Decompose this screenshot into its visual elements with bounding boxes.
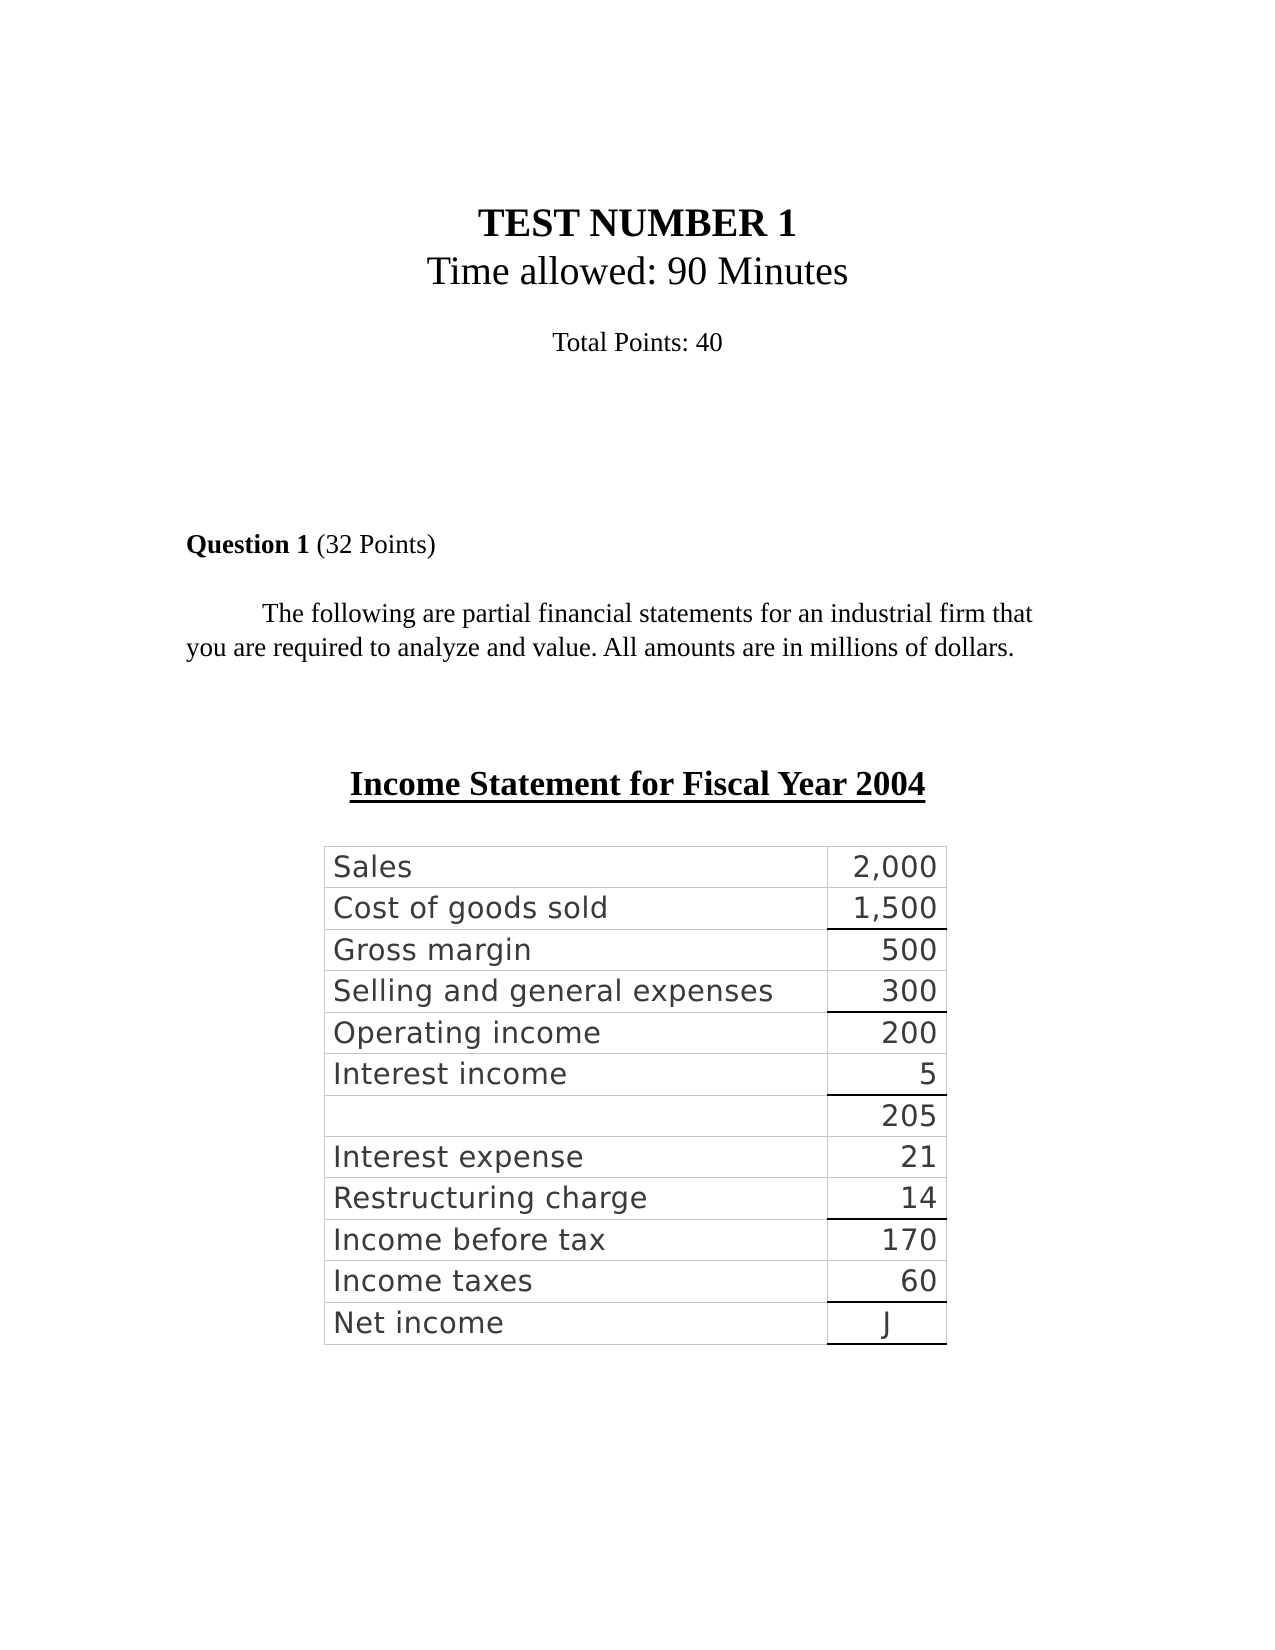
table-row bbox=[325, 1178, 947, 1220]
table-row bbox=[325, 1219, 947, 1261]
net-income-value: J bbox=[882, 1306, 892, 1340]
row-label: Gross margin bbox=[325, 929, 828, 971]
row-value: 14 bbox=[828, 1178, 947, 1220]
row-value: 21 bbox=[828, 1137, 947, 1178]
row-label: Income taxes bbox=[325, 1261, 828, 1303]
row-label: Selling and general expenses bbox=[325, 971, 828, 1013]
row-value: 500 bbox=[828, 929, 947, 971]
row-label: Income before tax bbox=[325, 1219, 828, 1261]
table-row bbox=[325, 1095, 947, 1137]
time-allowed: Time allowed: 90 Minutes bbox=[426, 248, 849, 293]
question-heading bbox=[186, 528, 436, 560]
table-row bbox=[325, 1137, 947, 1178]
total-points: Total Points: 40 bbox=[552, 327, 723, 357]
row-value: 2,000 bbox=[828, 847, 947, 888]
row-label: Sales bbox=[325, 847, 828, 888]
row-label: Cost of goods sold bbox=[325, 888, 828, 930]
table-row bbox=[325, 1054, 947, 1096]
table-row bbox=[325, 888, 947, 930]
table-row bbox=[325, 1012, 947, 1054]
row-value: 1,500 bbox=[828, 888, 947, 930]
row-label: Net income bbox=[325, 1302, 828, 1344]
question-label: Question 1 bbox=[186, 529, 310, 559]
row-value bbox=[828, 1302, 947, 1344]
statement-title: Income Statement for Fiscal Year 2004 bbox=[349, 764, 926, 803]
table-row bbox=[325, 1261, 947, 1303]
intro-paragraph: The following are partial financial statements for an industrial firm that you are required to analyze and value. All amounts are in millions of dollars. bbox=[186, 598, 1033, 662]
test-title: TEST NUMBER 1 bbox=[477, 200, 798, 245]
row-label: Interest expense bbox=[325, 1137, 828, 1178]
row-label: Restructuring charge bbox=[325, 1178, 828, 1220]
question-points: (32 Points) bbox=[309, 529, 436, 559]
row-value: 5 bbox=[828, 1054, 947, 1096]
row-value: 170 bbox=[828, 1219, 947, 1261]
income-statement-table bbox=[324, 846, 947, 1345]
row-value: 300 bbox=[828, 971, 947, 1013]
row-label: Interest income bbox=[325, 1054, 828, 1096]
row-label: Operating income bbox=[325, 1012, 828, 1054]
table-row bbox=[325, 1302, 947, 1344]
table-row bbox=[325, 929, 947, 971]
row-value: 200 bbox=[828, 1012, 947, 1054]
table-row bbox=[325, 971, 947, 1013]
table-row bbox=[325, 847, 947, 888]
row-value: 60 bbox=[828, 1261, 947, 1303]
row-label bbox=[325, 1095, 828, 1137]
row-value: 205 bbox=[828, 1095, 947, 1137]
